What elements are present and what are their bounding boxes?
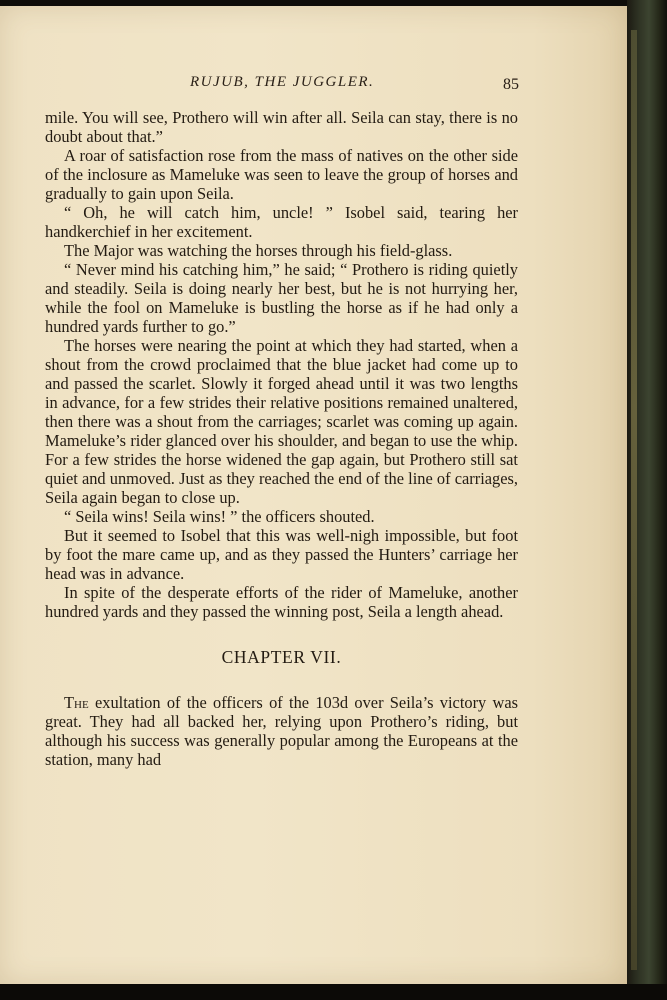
page-body: [45, 108, 518, 769]
running-head: RUJUB, THE JUGGLER.: [190, 74, 375, 90]
chapter-opening-text: exultation of the officers of the 103d over Seila’s victory was great. They had all backed her, relying upon Prothero’s riding, but although his success was generally popular among the Europeans at the station, many had: [45, 693, 518, 769]
paragraph: The horses were nearing the point at which they had started, when a shout from the crowd proclaimed that the blue jacket had come up to and passed the scarlet. Slowly it forged ahead until it was two lengths in advance, for a few strides their relative positions remained unaltered, then there was a shout from the carriages; scarlet was coming up again. Mameluke’s rider glanced over his shoulder, and began to use the whip. For a few strides the horse widened the gap again, but Prothero still sat quiet and unmoved. Just as they reached the end of the line of carriages, Seila again began to close up.: [45, 336, 518, 507]
binding-edge: [631, 30, 637, 970]
paragraph: “ Never mind his catching him,” he said; “ Prothero is riding quietly and steadily. Seila is doing nearly her best, but he is not hurrying her, while the fool on Mameluke is bustling the horse as if he had only a hundred yards further to go.”: [45, 260, 518, 336]
chapter-heading: CHAPTER VII.: [221, 647, 342, 667]
paragraph: A roar of satisfaction rose from the mass of natives on the other side of the inclosure as Mameluke was seen to leave the group of horses and gradually to gain upon Seila.: [45, 146, 518, 203]
page-number: 85: [503, 76, 519, 93]
paragraph: In spite of the desperate efforts of the rider of Mameluke, another hundred yards and they passed the winning post, Seila a length ahead.: [45, 583, 518, 621]
scan-bottom-edge: [0, 984, 667, 1000]
paragraph: mile. You will see, Prothero will win after all. Seila can stay, there is no doubt about that.”: [45, 108, 518, 146]
paragraph: “ Seila wins! Seila wins! ” the officers shouted.: [64, 507, 375, 526]
chapter-opening-paragraph: [45, 693, 518, 769]
paragraph: The Major was watching the horses through his field-glass.: [64, 241, 453, 260]
chapter-first-word: The: [64, 693, 89, 712]
paragraph: “ Oh, he will catch him, uncle! ” Isobel said, tearing her handkerchief in her excitement.: [45, 203, 518, 241]
paragraph: But it seemed to Isobel that this was well-nigh impossible, but foot by foot the mare came up, and as they passed the Hunters’ carriage her head was in advance.: [45, 526, 518, 583]
